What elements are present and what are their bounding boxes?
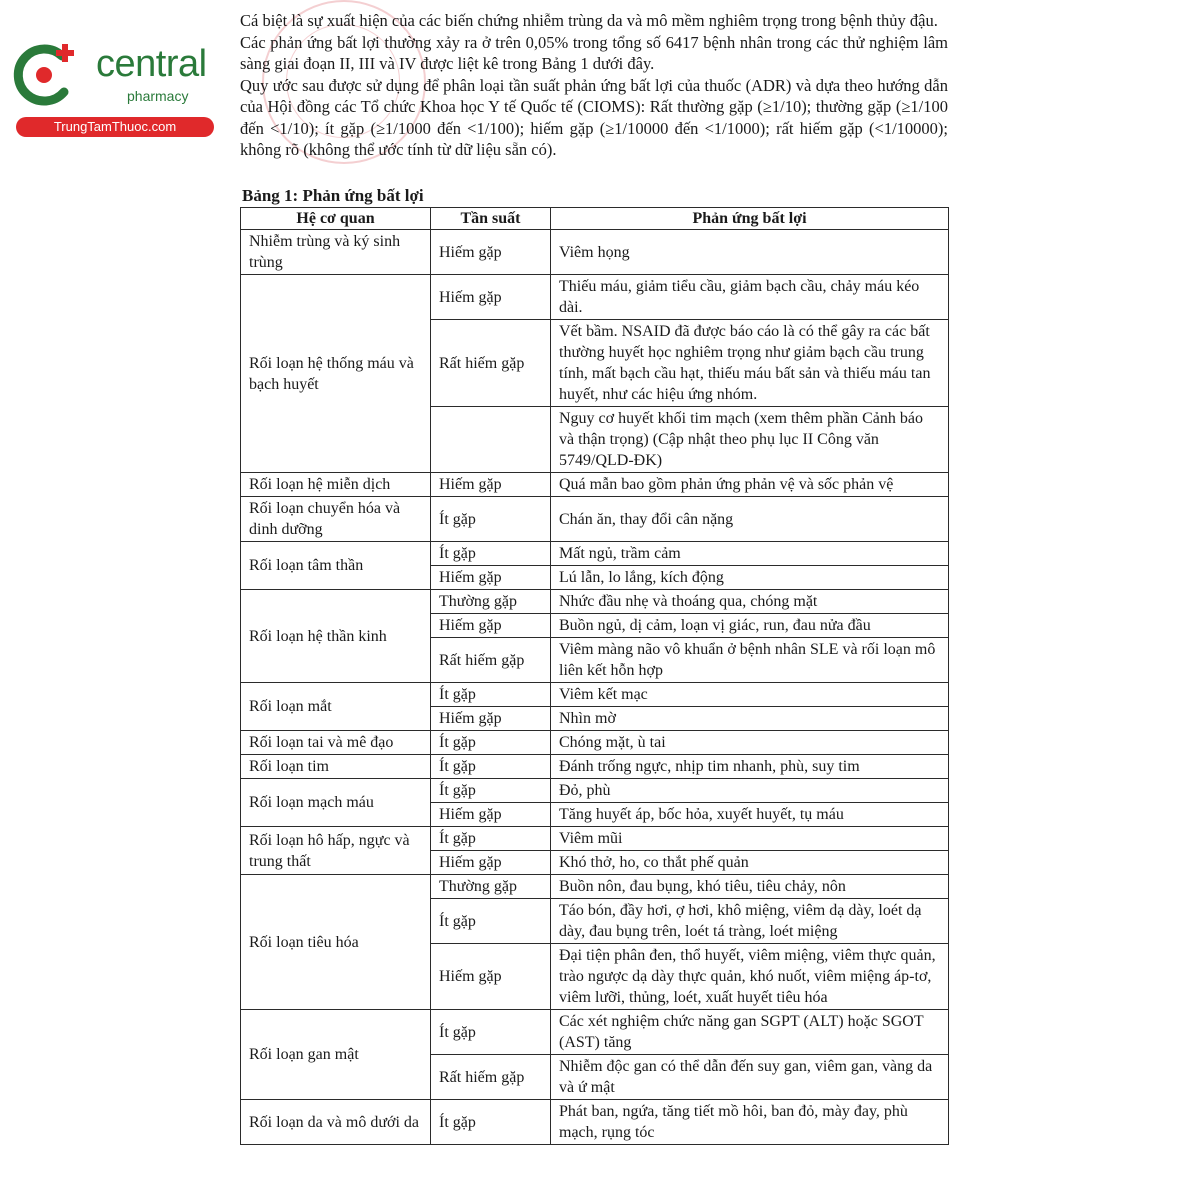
table-row xyxy=(241,1100,949,1145)
reaction-cell: Vết bầm. NSAID đã được báo cáo là có thể gây ra các bất thường huyết học nghiêm trọng như giảm bạch cầu trung tính, mất bạch cầu hạt, thiếu máu bất sản và thiếu máu tan huyết, như các hiệu ứng nhóm. xyxy=(551,320,949,407)
frequency-cell: Hiếm gặp xyxy=(431,614,551,638)
reaction-cell: Viêm mũi xyxy=(551,827,949,851)
intro-paragraph: Các phản ứng bất lợi thường xảy ra ở trên 0,05% trong tổng số 6417 bệnh nhân trong các thử nghiệm lâm sàng giai đoạn II, III và IV được liệt kê trong Bảng 1 dưới đây. xyxy=(240,32,948,73)
reaction-cell: Lú lẫn, lo lắng, kích động xyxy=(551,566,949,590)
frequency-cell: Ít gặp xyxy=(431,779,551,803)
frequency-cell: Ít gặp xyxy=(431,755,551,779)
frequency-cell: Ít gặp xyxy=(431,542,551,566)
reaction-cell: Buồn nôn, đau bụng, khó tiêu, tiêu chảy, nôn xyxy=(551,875,949,899)
table-row xyxy=(241,473,949,497)
brand-subtitle: pharmacy xyxy=(127,88,189,104)
reaction-cell: Nguy cơ huyết khối tim mạch (xem thêm phần Cảnh báo và thận trọng) (Cập nhật theo phụ lục II Công văn 5749/QLD-ĐK) xyxy=(551,407,949,473)
table-row xyxy=(241,827,949,851)
table-row xyxy=(241,1010,949,1055)
site-url-badge[interactable]: TrungTamThuoc.com xyxy=(16,117,214,137)
frequency-cell: Rất hiếm gặp xyxy=(431,320,551,407)
frequency-cell: Hiếm gặp xyxy=(431,803,551,827)
organ-system-cell: Rối loạn hệ thống máu và bạch huyết xyxy=(241,275,431,473)
pharmacy-logo xyxy=(10,38,215,138)
header-frequency: Tần suất xyxy=(431,208,551,230)
intro-text xyxy=(240,10,948,161)
organ-system-cell: Rối loạn chuyển hóa và dinh dưỡng xyxy=(241,497,431,542)
reaction-cell: Đỏ, phù xyxy=(551,779,949,803)
organ-system-cell: Rối loạn tim xyxy=(241,755,431,779)
reaction-cell: Khó thở, ho, co thắt phế quản xyxy=(551,851,949,875)
frequency-cell: Thường gặp xyxy=(431,590,551,614)
frequency-cell: Ít gặp xyxy=(431,731,551,755)
frequency-cell: Hiếm gặp xyxy=(431,944,551,1010)
reaction-cell: Viêm họng xyxy=(551,230,949,275)
organ-system-cell: Rối loạn tai và mê đạo xyxy=(241,731,431,755)
organ-system-cell: Rối loạn mắt xyxy=(241,683,431,731)
frequency-cell: Thường gặp xyxy=(431,875,551,899)
table-row xyxy=(241,779,949,803)
central-logo-icon xyxy=(10,40,80,110)
table-row xyxy=(241,683,949,707)
intro-paragraph: Quy ước sau được sử dụng để phân loại tần suất phản ứng bất lợi của thuốc (ADR) và dựa theo hướng dẫn của Hội đồng các Tổ chức Khoa học Y tế Quốc tế (CIOMS): Rất thường gặp (≥1/10); thường gặp (≥1/100 đến <1/10); ít gặp (≥1/1000 đến <1/100); hiếm gặp (≥1/10000 đến <1/1000); rất hiếm gặp (<1/10000); không rõ (không thể ước tính từ dữ liệu sẵn có). xyxy=(240,75,948,159)
reaction-cell: Chán ăn, thay đổi cân nặng xyxy=(551,497,949,542)
frequency-cell: Hiếm gặp xyxy=(431,851,551,875)
frequency-cell: Rất hiếm gặp xyxy=(431,638,551,683)
reaction-cell: Phát ban, ngứa, tăng tiết mồ hôi, ban đỏ, mày đay, phù mạch, rụng tóc xyxy=(551,1100,949,1145)
reaction-cell: Nhìn mờ xyxy=(551,707,949,731)
table-row xyxy=(241,731,949,755)
reaction-cell: Chóng mặt, ù tai xyxy=(551,731,949,755)
reaction-cell: Viêm kết mạc xyxy=(551,683,949,707)
frequency-cell: Ít gặp xyxy=(431,497,551,542)
reaction-cell: Táo bón, đầy hơi, ợ hơi, khô miệng, viêm dạ dày, loét dạ dày, đau bụng trên, loét tá tràng, loét miệng xyxy=(551,899,949,944)
header-system: Hệ cơ quan xyxy=(241,208,431,230)
frequency-cell: Ít gặp xyxy=(431,1100,551,1145)
organ-system-cell: Rối loạn hô hấp, ngực và trung thất xyxy=(241,827,431,875)
adverse-reactions-table xyxy=(240,207,949,1145)
frequency-cell: Hiếm gặp xyxy=(431,473,551,497)
table-row xyxy=(241,755,949,779)
organ-system-cell: Rối loạn da và mô dưới da xyxy=(241,1100,431,1145)
reaction-cell: Các xét nghiệm chức năng gan SGPT (ALT) hoặc SGOT (AST) tăng xyxy=(551,1010,949,1055)
organ-system-cell: Rối loạn tâm thần xyxy=(241,542,431,590)
frequency-cell: Ít gặp xyxy=(431,827,551,851)
frequency-cell: Hiếm gặp xyxy=(431,566,551,590)
frequency-cell: Hiếm gặp xyxy=(431,707,551,731)
frequency-cell xyxy=(431,407,551,473)
header-reaction: Phản ứng bất lợi xyxy=(551,208,949,230)
table-row xyxy=(241,875,949,899)
organ-system-cell: Rối loạn hệ thần kinh xyxy=(241,590,431,683)
frequency-cell: Hiếm gặp xyxy=(431,275,551,320)
table-row xyxy=(241,590,949,614)
reaction-cell: Thiếu máu, giảm tiểu cầu, giảm bạch cầu, chảy máu kéo dài. xyxy=(551,275,949,320)
table-row xyxy=(241,542,949,566)
reaction-cell: Đánh trống ngực, nhịp tim nhanh, phù, suy tim xyxy=(551,755,949,779)
reaction-cell: Mất ngủ, trầm cảm xyxy=(551,542,949,566)
table-row xyxy=(241,275,949,320)
table-header-row xyxy=(241,208,949,230)
reaction-cell: Viêm màng não vô khuẩn ở bệnh nhân SLE và rối loạn mô liên kết hỗn hợp xyxy=(551,638,949,683)
reaction-cell: Quá mẫn bao gồm phản ứng phản vệ và sốc phản vệ xyxy=(551,473,949,497)
frequency-cell: Rất hiếm gặp xyxy=(431,1055,551,1100)
reaction-cell: Buồn ngủ, dị cảm, loạn vị giác, run, đau nửa đầu xyxy=(551,614,949,638)
reaction-cell: Đại tiện phân đen, thổ huyết, viêm miệng, viêm thực quản, trào ngược dạ dày thực quản, khó nuốt, viêm miệng áp-tơ, viêm lưỡi, thủng, loét, xuất huyết tiêu hóa xyxy=(551,944,949,1010)
table-title: Bảng 1: Phản ứng bất lợi xyxy=(242,186,424,205)
frequency-cell: Ít gặp xyxy=(431,1010,551,1055)
organ-system-cell: Rối loạn gan mật xyxy=(241,1010,431,1100)
table-row xyxy=(241,497,949,542)
intro-paragraph: Cá biệt là sự xuất hiện của các biến chứng nhiễm trùng da và mô mềm nghiêm trọng trong bệnh thủy đậu. xyxy=(240,11,938,30)
brand-name: central xyxy=(96,43,207,85)
table-row xyxy=(241,230,949,275)
frequency-cell: Ít gặp xyxy=(431,899,551,944)
organ-system-cell: Rối loạn mạch máu xyxy=(241,779,431,827)
organ-system-cell: Nhiễm trùng và ký sinh trùng xyxy=(241,230,431,275)
frequency-cell: Ít gặp xyxy=(431,683,551,707)
organ-system-cell: Rối loạn hệ miễn dịch xyxy=(241,473,431,497)
frequency-cell: Hiếm gặp xyxy=(431,230,551,275)
organ-system-cell: Rối loạn tiêu hóa xyxy=(241,875,431,1010)
reaction-cell: Nhiễm độc gan có thể dẫn đến suy gan, viêm gan, vàng da và ứ mật xyxy=(551,1055,949,1100)
reaction-cell: Nhức đầu nhẹ và thoáng qua, chóng mặt xyxy=(551,590,949,614)
reaction-cell: Tăng huyết áp, bốc hỏa, xuyết huyết, tụ máu xyxy=(551,803,949,827)
